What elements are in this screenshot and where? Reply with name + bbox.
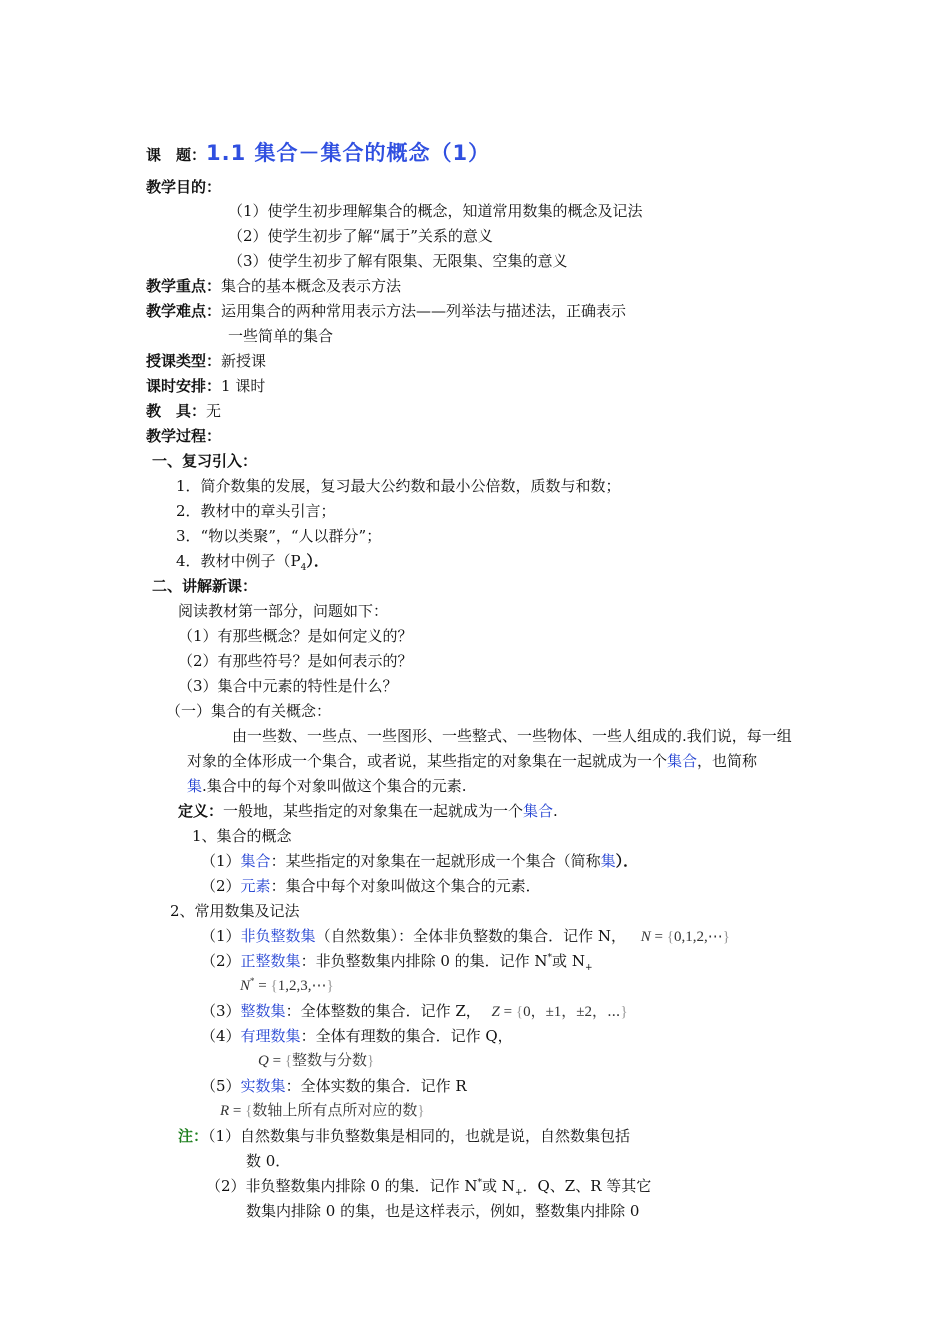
math-formula: N* = {1,2,3,⋯}: [240, 976, 334, 994]
s1-item: （2）元素：集合中每个对象叫做这个集合的元素．: [201, 877, 541, 895]
question-item: （2）有那些符号？是如何表示的？: [178, 652, 413, 670]
rationals: （4）有理数集：全体有理数的集合．记作 Q，: [201, 1027, 513, 1045]
review-item: 3．“物以类聚”，“人以群分”；: [176, 527, 382, 545]
new-intro: 阅读教材第一部分，问题如下：: [178, 602, 389, 620]
concept-heading: （一）集合的有关概念：: [166, 702, 332, 720]
title-text: 1.1 集合－集合的概念（1）: [206, 141, 491, 165]
s1-heading: 1、集合的概念: [192, 827, 292, 845]
difficulty: 教学难点：运用集合的两种常用表示方法——列举法与描述法，正确表示: [146, 302, 627, 320]
review-item: 4．教材中例子$(P_4)$．: [176, 552, 329, 573]
note-line: 注：（1）自然数集与非负整数集是相同的，也就是说，自然数集包括: [178, 1127, 631, 1145]
note-line: （2）非负整数集内排除 0 的集．记作 N*或 $N_+$．Q、Z、R 等其它: [206, 1177, 652, 1198]
question-item: （1）有那些概念？是如何定义的？: [178, 627, 413, 645]
math-formula: Z = {0，±1，±2，⋯}: [491, 1004, 628, 1020]
key-points: 教学重点：集合的基本概念及表示方法: [146, 277, 402, 295]
review-item: 2．教材中的章头引言；: [176, 502, 336, 520]
review-heading: 一、复习引入：: [152, 452, 258, 470]
math-formula: Q = {整数与分数}: [258, 1053, 375, 1069]
s1-item: （1）集合：某些指定的对象集在一起就形成一个集合（简称集）．: [201, 852, 639, 870]
concept-para-line: 由一些数、一些点、一些图形、一些整式、一些物体、一些人组成的.我们说，每一组: [232, 727, 792, 745]
question-item: （3）集合中元素的特性是什么？: [178, 677, 398, 695]
note-line: 数 0．: [246, 1152, 291, 1170]
goal-item: （2）使学生初步了解“属于”关系的意义: [228, 227, 493, 245]
s2-heading: 2、常用数集及记法: [170, 902, 300, 920]
math-formula: R = {数轴上所有点所对应的数}: [220, 1103, 425, 1119]
positive-integers: （2）正整数集：非负整数集内排除 0 的集．记作 N*或 $N_+$: [201, 952, 593, 973]
review-item: 1．简介数集的发展，复习最大公约数和最小公倍数，质数与和数；: [176, 477, 621, 495]
new-heading: 二、讲解新课：: [152, 577, 258, 595]
lesson-type: 授课类型：新授课: [146, 352, 267, 370]
concept-para-line: 对象的全体形成一个集合，或者说，某些指定的对象集在一起就成为一个集合，也简称: [187, 752, 758, 770]
concept-para-line: 集.集合中的每个对象叫做这个集合的元素.: [187, 777, 467, 795]
goal-item: （3）使学生初步了解有限集、无限集、空集的意义: [228, 252, 568, 270]
goals-label: 教学目的：: [146, 178, 222, 196]
note-line: 数集内排除 0 的集，也是这样表示，例如，整数集内排除 0: [246, 1202, 640, 1220]
process-label: 教学过程：: [146, 427, 222, 445]
integers: （3）整数集：全体整数的集合．记作 Z， Z = {0，±1，±2，⋯}: [201, 1002, 628, 1020]
goal-item: （1）使学生初步理解集合的概念，知道常用数集的概念及记法: [228, 202, 643, 220]
difficulty-line2: 一些简单的集合: [228, 327, 334, 345]
lesson-title: [146, 139, 490, 169]
natural-numbers: （1）非负整数集（自然数集）：全体非负整数的集合．记作 N， N = {0,1,2,⋯}: [201, 927, 730, 945]
title-label: 课 题：: [146, 146, 207, 164]
math-formula: N = {0,1,2,⋯}: [640, 929, 730, 945]
schedule: 课时安排：1 课时: [146, 377, 266, 395]
reals: （5）实数集：全体实数的集合．记作 R: [201, 1077, 467, 1095]
definition: 定义：一般地，某些指定的对象集在一起就成为一个集合.: [178, 802, 558, 820]
tools: 教 具：无: [146, 402, 222, 420]
